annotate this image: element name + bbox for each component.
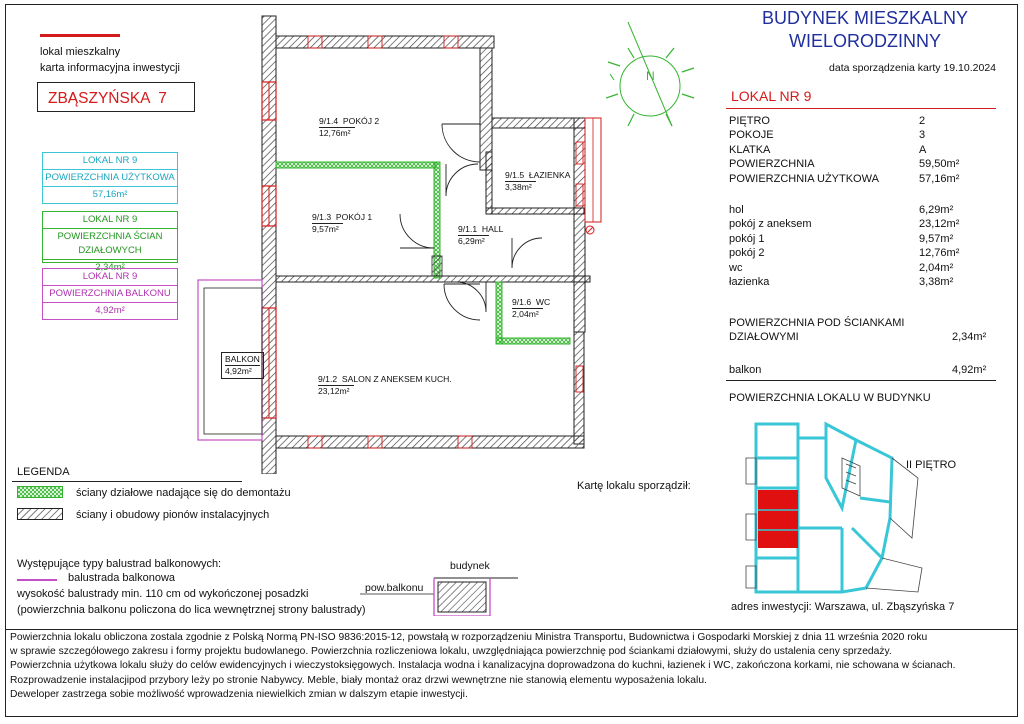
balcony-underline	[726, 380, 996, 381]
balcony-line2: POWIERZCHNIA BALKONU	[43, 286, 177, 303]
address-text: ZBĄSZYŃSKA 7	[48, 90, 167, 107]
location-title: POWIERZCHNIA LOKALU W BUDYNKU	[729, 392, 931, 404]
room-area: 3,38m²	[505, 181, 536, 193]
balcony-label: balkon	[729, 364, 762, 376]
room-tag-pokoj2	[319, 116, 379, 139]
area-value: 12,76m²	[919, 247, 960, 260]
apartment-highlight	[758, 490, 798, 548]
area-value: 9,57m²	[919, 232, 954, 245]
area-value: 3,38m²	[919, 276, 954, 289]
address-box	[37, 82, 195, 112]
info-value: 3	[919, 129, 926, 142]
info-row	[729, 172, 995, 186]
legend-title-line	[12, 481, 242, 482]
room-id: 9/1.2	[318, 374, 338, 384]
footer-line1: Powierzchnia lokalu obliczona zostala zgodnie z Polską Normą PN-ISO 9836:2015-12, powstałą w rozporządzeniu Ministra Transportu, Budownictwa i Gospodarki Morskiej z dnia 11 września 2020 roku	[10, 632, 928, 643]
room-id: 9/1.3	[312, 212, 332, 222]
area-label: pokój 1	[729, 232, 765, 245]
usable-line1: LOKAL NR 9	[43, 153, 177, 170]
info-title: LOKAL NR 9	[731, 88, 812, 104]
svg-text:N: N	[646, 69, 655, 83]
mid-wall	[276, 276, 590, 282]
info-label: POWIERZCHNIA	[729, 158, 815, 171]
balcony-line3: 4,92m²	[95, 305, 125, 316]
room-name: SALON Z ANEKSEM KUCH.	[341, 374, 452, 384]
balustrade-item: balustrada balkonowa	[68, 572, 176, 584]
balcony-line1: LOKAL NR 9	[43, 269, 177, 286]
usable-area-box	[42, 152, 178, 204]
balcony-tag-area: 4,92m²	[225, 366, 252, 376]
area-row	[729, 261, 995, 275]
balcony-value: 4,92m²	[952, 364, 987, 376]
partition-wc-left	[496, 282, 502, 344]
area-row	[729, 217, 995, 231]
info-row	[729, 143, 995, 157]
room-area: 9,57m²	[312, 223, 343, 235]
info-value: 59,50m²	[919, 158, 960, 171]
crosshatch-swatch-icon	[17, 486, 63, 498]
bath-bottom-wall	[486, 208, 584, 214]
subtitle-line2: karta informacyjna inwestycji	[40, 62, 180, 74]
legend-item1: ściany działowe nadające się do demontażu	[76, 487, 291, 499]
room-name: WC	[535, 297, 551, 307]
floor-plan	[190, 12, 610, 474]
walls-line1: LOKAL NR 9	[43, 212, 177, 229]
top-wall	[276, 36, 494, 48]
info-title-line	[726, 108, 996, 109]
balustrade-detail	[360, 572, 520, 616]
balustrade-area: (powierzchnia balkonu policzona do lica wewnętrznej strony balustrady)	[17, 604, 366, 616]
building-location-plan	[742, 418, 932, 598]
info-row	[729, 114, 995, 128]
balustrade-height: wysokość balustrady min. 110 cm od wykończonej posadzki	[17, 588, 309, 600]
info-label: POKOJE	[729, 129, 774, 142]
balustrade-title: Występujące typy balustrad balkonowych:	[17, 558, 222, 570]
footer-line2: w sprawie szczegółowego zakresu i formy projektu budowlanego. Powierzchnia rozliczeniowa lokalu, uwzględniająca powierzchnię pod ściankami działowymi, służy do ustalenia ceny sprzedaży.	[10, 646, 892, 658]
balcony-area-box	[42, 268, 178, 320]
area-rows	[729, 203, 995, 289]
partition-wc-bottom	[496, 338, 570, 344]
room-tag-pokoj1	[312, 212, 372, 235]
footer-line5: Deweloper zastrzega sobie możliwość wprowadzenia niewielkich zmian w dalszym etapie inwestycji.	[10, 688, 468, 700]
info-value: 57,16m²	[919, 172, 960, 185]
info-rows	[729, 114, 995, 186]
area-value: 6,29m²	[919, 204, 954, 216]
hall-right-wall	[486, 152, 492, 214]
balustrade-swatch	[17, 579, 57, 581]
title-line1: BUDYNEK MIESZKALNY	[761, 8, 969, 28]
detail-building-label: budynek	[450, 560, 490, 572]
salon-right-wall	[574, 332, 584, 444]
room-tag-salon	[318, 374, 452, 397]
date-label: data sporządzenia karty 19.10.2024	[829, 62, 996, 74]
subtitle-line1: lokal mieszkalny	[40, 46, 121, 58]
area-label: pokój 2	[729, 247, 765, 260]
info-row	[729, 128, 995, 142]
room-area: 2,04m²	[512, 308, 543, 320]
area-label: pokój z aneksem	[729, 218, 812, 231]
usable-line3: 57,16m²	[92, 189, 128, 200]
room-name: HALL	[481, 224, 504, 234]
red-accent-line	[40, 34, 120, 37]
partition-value: 2,34m²	[952, 331, 987, 343]
room-id: 9/1.5	[505, 170, 525, 180]
info-value: 2	[919, 115, 926, 127]
area-row	[729, 203, 995, 217]
area-value: 2,04m²	[919, 261, 954, 274]
partition-label1: POWIERZCHNIA POD ŚCIANKAMI	[729, 317, 905, 329]
room-area: 6,29m²	[458, 235, 489, 247]
room-area: 23,12m²	[318, 385, 354, 397]
diagonal-hatch-swatch-icon	[17, 508, 63, 520]
room-id: 9/1.6	[512, 297, 532, 307]
walls-line3: 2,34m²	[95, 262, 125, 273]
floor-label: II PIĘTRO	[906, 459, 957, 471]
area-row	[729, 275, 995, 289]
room-tag-wc	[512, 297, 550, 320]
area-label: hol	[729, 204, 744, 216]
title-line2: WIELORODZINNY	[788, 31, 941, 51]
footer-line3: Powierzchnia użytkowa lokalu służy do celów ewidencyjnych i wieczystoksięgowych. Instalacja wodna i kanalizacyjna doprowadzona do kuchni, łazienek i WC, zakończona korkami, nie schowana w ścianach.	[10, 660, 956, 672]
area-value: 23,12m²	[919, 218, 960, 231]
info-label: PIĘTRO	[729, 115, 770, 127]
room-name: POKÓJ 2	[342, 116, 380, 126]
usable-line2: POWIERZCHNIA UŻYTKOWA	[43, 170, 177, 187]
partition-room1-top	[276, 162, 436, 168]
room-name: ŁAZIENKA	[528, 170, 571, 180]
footer-line4: Rozprowadzenie instalacjipod przybory leży po stronie Nabywcy. Meble, biały montaż oraz drzwi wewnętrzne nie stanowią elementu wyposażenia lokalu.	[10, 674, 707, 686]
room-tag-lazienka	[505, 170, 570, 193]
walls-line2: POWIERZCHNIA ŚCIAN DZIAŁOWYCH	[43, 229, 177, 260]
info-value: A	[919, 143, 927, 156]
room-area: 12,76m²	[319, 127, 355, 139]
info-label: KLATKA	[729, 143, 771, 156]
partition-label2: DZIAŁOWYMI	[729, 331, 799, 343]
area-row	[729, 232, 995, 246]
legend-item2: ściany i obudowy pionów instalacyjnych	[76, 509, 270, 521]
area-label: łazienka	[729, 276, 770, 289]
detail-balcony-label: pow.balkonu	[365, 582, 424, 594]
footer-notes	[6, 629, 1017, 717]
bathroom-top-wall	[492, 118, 585, 128]
info-label: POWIERZCHNIA UŻYTKOWA	[729, 172, 879, 185]
prepared-by: Kartę lokalu sporządził:	[577, 480, 691, 492]
north-arrow-icon	[606, 14, 702, 134]
room-tag-hall	[458, 224, 503, 247]
balcony-tag	[221, 352, 264, 379]
room-name: POKÓJ 1	[335, 212, 373, 222]
balcony-tag-name: BALKON	[225, 354, 260, 364]
walls-area-box	[42, 211, 178, 273]
investment-address: adres inwestycji: Warszawa, ul. Zbąszyńska 7	[731, 601, 955, 613]
legend-title: LEGENDA	[17, 466, 70, 478]
info-row	[729, 157, 995, 171]
room-id: 9/1.4	[319, 116, 339, 126]
area-row	[729, 246, 995, 260]
room-id: 9/1.1	[458, 224, 478, 234]
area-label: wc	[729, 261, 743, 274]
